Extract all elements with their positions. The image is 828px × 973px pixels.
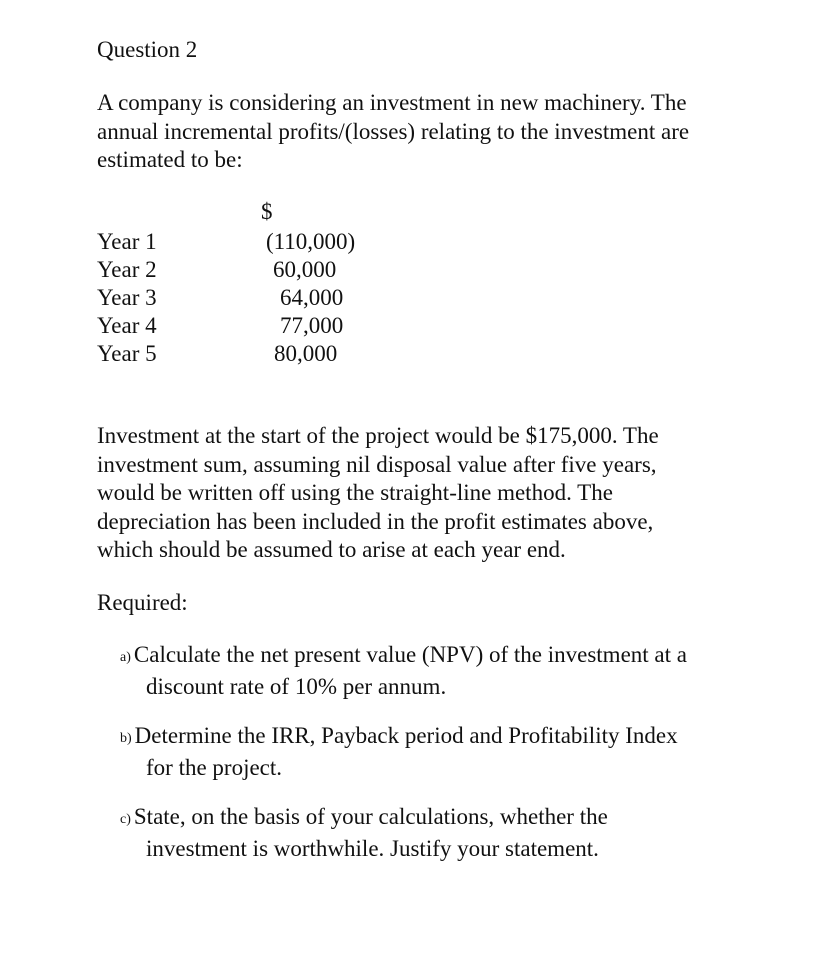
intro-line: A company is considering an investment in new machinery. The xyxy=(97,90,687,115)
item-text: State, on the basis of your calculations, whether the xyxy=(133,804,608,829)
investment-line: Investment at the start of the project would be $175,000. The xyxy=(97,423,659,448)
intro-line: annual incremental profits/(losses) relating to the investment are xyxy=(97,118,690,144)
year-label: Year 1 xyxy=(97,229,157,254)
intro-line: estimated to be: xyxy=(97,147,243,172)
intro-paragraph xyxy=(97,89,737,175)
required-item-b xyxy=(120,722,760,782)
currency-header: $ xyxy=(261,199,273,224)
investment-line: investment sum, assuming nil disposal value after five years, xyxy=(97,451,657,477)
investment-line: would be written off using the straight-line method. The xyxy=(97,480,613,505)
year-label: Year 2 xyxy=(97,257,157,282)
profit-amount: 64,000 xyxy=(280,285,344,310)
investment-line: which should be assumed to arise at each year end. xyxy=(97,537,566,562)
item-marker: a) xyxy=(120,650,131,665)
item-text: Calculate the net present value (NPV) of the investment at a xyxy=(133,642,687,667)
year-label: Year 5 xyxy=(97,341,157,366)
item-text: Determine the IRR, Payback period and Profitability Index xyxy=(134,723,678,748)
profit-amount: (110,000) xyxy=(266,229,356,254)
item-marker: b) xyxy=(120,731,132,746)
item-text: investment is worthwhile. Justify your statement. xyxy=(146,835,599,861)
year-label: Year 3 xyxy=(97,285,157,310)
item-text: for the project. xyxy=(146,754,283,780)
required-item-c xyxy=(120,803,760,863)
profit-amount: 77,000 xyxy=(280,313,344,338)
item-text: discount rate of 10% per annum. xyxy=(146,673,447,699)
profit-amount: 60,000 xyxy=(273,257,337,282)
required-heading: Required: xyxy=(97,590,188,615)
profit-table xyxy=(0,198,828,378)
question-title: Question 2 xyxy=(97,37,198,62)
year-label: Year 4 xyxy=(97,313,157,338)
investment-line: depreciation has been included in the profit estimates above, xyxy=(97,508,654,534)
required-item-a xyxy=(120,641,760,701)
profit-amount: 80,000 xyxy=(274,341,338,366)
investment-paragraph xyxy=(97,422,737,565)
item-marker: c) xyxy=(120,812,131,827)
